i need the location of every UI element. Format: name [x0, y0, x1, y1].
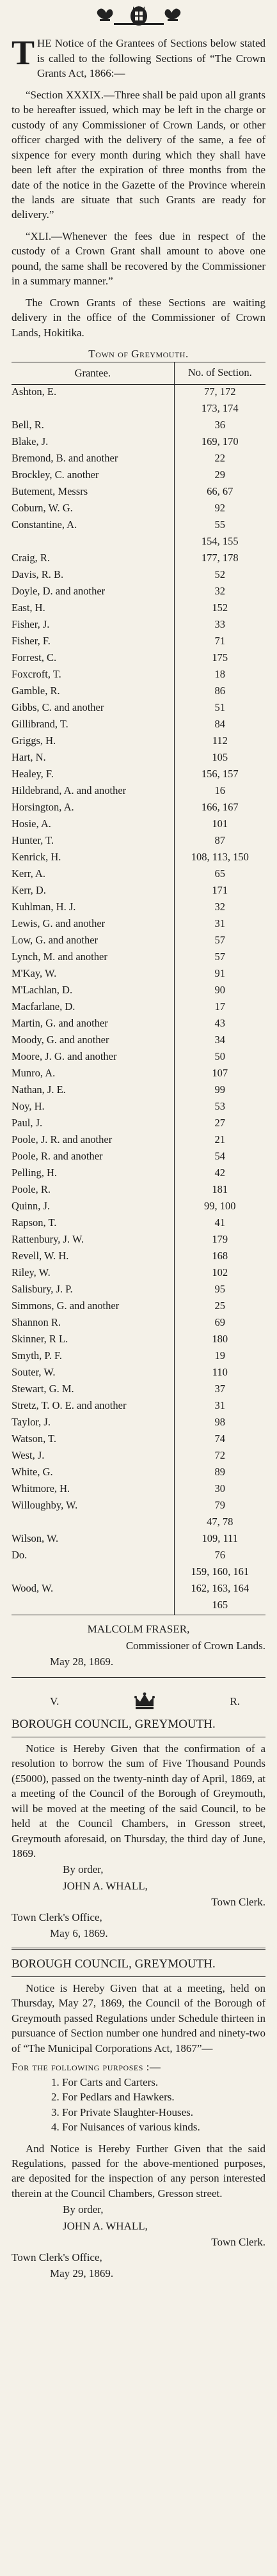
grantee-cell: Poole, R. and another: [12, 1150, 103, 1163]
table-row: [12, 1083, 265, 1099]
notice1-signer: JOHN A. WHALL,: [63, 1879, 148, 1892]
section-cell: 33: [174, 617, 265, 634]
section-cell: 54: [174, 1149, 265, 1166]
grantee-cell: Wood, W.: [12, 1582, 54, 1595]
table-row: [12, 1415, 265, 1432]
table-row: [12, 1000, 265, 1016]
section-cell: 86: [174, 684, 265, 701]
table-row: [12, 983, 265, 1000]
section-cell: 165: [174, 1598, 265, 1615]
intro-paragraph: [12, 33, 265, 81]
section-cell: 69: [174, 1315, 265, 1332]
purpose-item: 1. For Carts and Carters.: [51, 2076, 159, 2088]
grantee-cell: Shannon R.: [12, 1316, 61, 1329]
grantee-cell: Smyth, P. F.: [12, 1349, 62, 1362]
grantee-cell: Kuhlman, H. J.: [12, 901, 76, 913]
table-row: [12, 1365, 265, 1382]
table-row: [12, 1532, 265, 1548]
section-cell: 181: [174, 1183, 265, 1199]
notice2-signer-title: Town Clerk.: [211, 2236, 265, 2249]
table-row: [12, 634, 265, 651]
section-cell: 25: [174, 1299, 265, 1315]
table-row: [12, 950, 265, 966]
grantee-cell: Revell, W. H.: [12, 1250, 69, 1262]
grantee-cell: West, J.: [12, 1449, 45, 1462]
section-cell: 98: [174, 1415, 265, 1432]
section-cell: 91: [174, 966, 265, 983]
grantee-cell: Low, G. and another: [12, 934, 99, 947]
section-cell: 50: [174, 1050, 265, 1066]
grantee-cell: Doyle, D. and another: [12, 585, 106, 598]
grantee-cell: Poole, R.: [12, 1183, 51, 1196]
table-row: [12, 1282, 265, 1299]
grantee-cell: Taylor, J.: [12, 1416, 51, 1429]
cipher-r: R.: [230, 1695, 240, 1707]
section-cell: 32: [174, 900, 265, 917]
table-row: [12, 451, 265, 468]
purpose-item: 2. For Pedlars and Hawkers.: [51, 2091, 175, 2104]
grantee-cell: Quinn, J.: [12, 1200, 51, 1213]
table-row: [12, 468, 265, 485]
grantee-cell: Kenrick, H.: [12, 851, 61, 864]
table-row: [12, 1033, 265, 1050]
grantee-cell: [12, 401, 174, 418]
section-cell: 74: [174, 1432, 265, 1448]
section-cell: 51: [174, 701, 265, 717]
grantee-cell: Stretz, T. O. E. and another: [12, 1399, 127, 1412]
divider: [12, 1677, 265, 1678]
section-cell: 112: [174, 734, 265, 750]
section-cell: 57: [174, 950, 265, 966]
table-row: [12, 1498, 265, 1515]
grantee-cell: Craig, R.: [12, 552, 51, 564]
table-row: [12, 1299, 265, 1315]
grantee-cell: Willoughby, W.: [12, 1499, 78, 1512]
section-column-header: No. of Section.: [174, 362, 265, 385]
section-cell: 32: [174, 584, 265, 601]
section-cell: 72: [174, 1448, 265, 1465]
table-row: [12, 1349, 265, 1365]
section-cell: 99, 100: [174, 1199, 265, 1216]
grantee-cell: Pelling, H.: [12, 1167, 58, 1179]
grantee-cell: Fisher, F.: [12, 635, 51, 648]
grantee-cell: [12, 1598, 174, 1615]
grants-table: [12, 362, 265, 1616]
section-cell: 52: [174, 568, 265, 584]
grantee-cell: Nathan, J. E.: [12, 1083, 66, 1096]
section-cell: 173, 174: [174, 401, 265, 418]
grantee-cell: Simmons, G. and another: [12, 1300, 120, 1312]
grantee-cell: Poole, J. R. and another: [12, 1133, 113, 1146]
table-row: [12, 584, 265, 601]
grantee-cell: Watson, T.: [12, 1432, 57, 1445]
grantee-cell: Macfarlane, D.: [12, 1000, 75, 1013]
table-row: [12, 933, 265, 950]
table-row: [12, 1149, 265, 1166]
table-row: [12, 1465, 265, 1482]
section-cell: 57: [174, 933, 265, 950]
table-row: [12, 966, 265, 983]
grantee-cell: Lewis, G. and another: [12, 917, 106, 930]
grantee-cell: Souter, W.: [12, 1366, 56, 1379]
table-row: [12, 667, 265, 684]
grantee-cell: Kerr, D.: [12, 884, 46, 897]
grantee-cell: Hildebrand, A. and another: [12, 784, 127, 797]
grantee-cell: Davis, R. B.: [12, 568, 64, 581]
table-row: [12, 1199, 265, 1216]
table-row: [12, 717, 265, 734]
table-row: [12, 485, 265, 501]
section-cell: 109, 111: [174, 1532, 265, 1548]
table-row: [12, 1448, 265, 1465]
royal-crest-icon: [91, 5, 187, 27]
section-cell: 179: [174, 1232, 265, 1249]
section-cell: 19: [174, 1349, 265, 1365]
section-cell: 22: [174, 451, 265, 468]
table-row: [12, 1249, 265, 1266]
grantee-cell: Constantine, A.: [12, 518, 77, 531]
notice2-office: Town Clerk's Office,: [12, 2251, 102, 2263]
section-cell: 154, 155: [174, 534, 265, 551]
table-row: [12, 867, 265, 883]
section-cell: 156, 157: [174, 767, 265, 784]
table-row: [12, 883, 265, 900]
grantee-cell: Griggs, H.: [12, 734, 56, 747]
section-cell: 101: [174, 817, 265, 834]
signature-name: MALCOLM FRASER,: [87, 1623, 190, 1636]
table-row: [12, 1232, 265, 1249]
purposes-heading: For the following purposes :—: [12, 2061, 161, 2074]
section-cell: 171: [174, 883, 265, 900]
table-row: [12, 1315, 265, 1332]
section-cell: 55: [174, 518, 265, 534]
grants-table-body: [12, 385, 265, 1615]
signature-date: May 28, 1869.: [50, 1656, 114, 1668]
grantee-cell: Hunter, T.: [12, 834, 54, 847]
table-row: [12, 418, 265, 435]
notice2-by-order: By order,: [63, 2203, 104, 2216]
notice1-by-order: By order,: [63, 1863, 104, 1876]
table-row: [12, 1016, 265, 1033]
section-cell: 92: [174, 501, 265, 518]
grantee-cell: Bell, R.: [12, 419, 44, 431]
grantee-cell: [12, 1565, 174, 1581]
table-row: [12, 651, 265, 667]
section-cell: 18: [174, 667, 265, 684]
section-cell: 29: [174, 468, 265, 485]
table-row: [12, 1116, 265, 1133]
purpose-item: 3. For Private Slaughter-Houses.: [51, 2106, 194, 2118]
grantee-cell: Brockley, C. another: [12, 469, 99, 481]
grantee-cell: Gamble, R.: [12, 685, 60, 697]
table-row: [12, 1482, 265, 1498]
purpose-item: 4. For Nuisances of various kinds.: [51, 2121, 200, 2134]
section-cell: 169, 170: [174, 435, 265, 451]
table-row: [12, 617, 265, 634]
grantee-cell: Lynch, M. and another: [12, 950, 107, 963]
grantee-cell: Stewart, G. M.: [12, 1383, 74, 1395]
grantee-cell: Blake, J.: [12, 435, 49, 448]
table-row: [12, 1581, 265, 1598]
grantee-cell: [12, 1515, 174, 1532]
table-row: [12, 568, 265, 584]
table-row: [12, 1565, 265, 1581]
table-row: [12, 401, 265, 418]
table-row: [12, 534, 265, 551]
grantee-cell: Ashton, E.: [12, 385, 57, 398]
table-row: [12, 435, 265, 451]
section-cell: 168: [174, 1249, 265, 1266]
notice1-signer-title: Town Clerk.: [211, 1896, 265, 1909]
table-row: [12, 518, 265, 534]
section-cell: 166, 167: [174, 800, 265, 817]
grantee-cell: Salisbury, J. P.: [12, 1283, 73, 1296]
section-cell: 66, 67: [174, 485, 265, 501]
table-row: [12, 1332, 265, 1349]
section-cell: 31: [174, 917, 265, 933]
section-cell: 107: [174, 1066, 265, 1083]
section-cell: 95: [174, 1282, 265, 1299]
section-cell: 180: [174, 1332, 265, 1349]
table-row: [12, 1099, 265, 1116]
section-cell: 21: [174, 1133, 265, 1149]
section-cell: 47, 78: [174, 1515, 265, 1532]
grantee-cell: Gillibrand, T.: [12, 718, 68, 731]
town-heading: Town of Greymouth.: [88, 348, 189, 361]
table-row: [12, 1216, 265, 1232]
section-cell: 27: [174, 1116, 265, 1133]
table-row: [12, 1166, 265, 1183]
table-row: [12, 551, 265, 568]
table-row: [12, 1382, 265, 1399]
grantee-cell: Noy, H.: [12, 1100, 45, 1113]
grantee-column-header: Grantee.: [12, 362, 174, 385]
table-row: [12, 701, 265, 717]
table-row: [12, 1515, 265, 1532]
section-cell: 37: [174, 1382, 265, 1399]
grantee-cell: M'Kay, W.: [12, 967, 57, 980]
section-cell: 102: [174, 1266, 265, 1282]
grantee-cell: White, G.: [12, 1466, 53, 1478]
section-cell: 34: [174, 1033, 265, 1050]
notice1-heading-text: BOROUGH COUNCIL, GREYMOUTH.: [12, 1717, 216, 1731]
section-cell: 84: [174, 717, 265, 734]
section-cell: 89: [174, 1465, 265, 1482]
grantee-cell: Forrest, C.: [12, 651, 57, 664]
section-cell: 90: [174, 983, 265, 1000]
grantee-cell: Whitmore, H.: [12, 1482, 70, 1495]
table-row: [12, 1598, 265, 1615]
notice2-heading-rule: [12, 1976, 265, 1977]
table-row: [12, 1050, 265, 1066]
table-row: [12, 501, 265, 518]
grantee-cell: Paul, J.: [12, 1117, 43, 1129]
notice2-heading: BOROUGH COUNCIL, GREYMOUTH.: [12, 1957, 216, 1971]
table-row: [12, 750, 265, 767]
grantee-cell: Skinner, R L.: [12, 1333, 68, 1346]
section-cell: 99: [174, 1083, 265, 1099]
grantee-cell: Munro, A.: [12, 1067, 56, 1080]
grantee-cell: Do.: [12, 1549, 28, 1562]
section-cell: 31: [174, 1399, 265, 1415]
grantee-cell: [12, 534, 174, 551]
section-cell: 79: [174, 1498, 265, 1515]
table-row: [12, 684, 265, 701]
grantee-cell: Martin, G. and another: [12, 1017, 108, 1030]
grantee-cell: Coburn, W. G.: [12, 502, 73, 515]
section-cell: 105: [174, 750, 265, 767]
intro-dropcap: T: [12, 33, 35, 72]
table-row: [12, 800, 265, 817]
grantee-cell: Hart, N.: [12, 751, 46, 764]
grantee-cell: Gibbs, C. and another: [12, 701, 104, 714]
section-cell: 36: [174, 418, 265, 435]
section-cell: 175: [174, 651, 265, 667]
section-cell: 76: [174, 1548, 265, 1565]
section-cell: 65: [174, 867, 265, 883]
section-cell: 152: [174, 601, 265, 617]
notice1-body: Notice is Hereby Given that the confirmation of a resolution to borrow the sum of Five Thousand Pounds (£5000), passed on the twenty-ninth day of April, 1869, at a meeting of the Council of the Borough of Greymouth, will be moved at the meeting of the said Council, to be held at the Council Chambers, in Gresson street, Greymouth aforesaid, on Thursday, the third day of June, 1869.: [12, 1742, 265, 1860]
cipher-v: V.: [50, 1695, 59, 1707]
section-cell: 87: [174, 834, 265, 850]
notice2-body: Notice is Hereby Given that at a meeting, held on Thursday, May 27, 1869, the Council of the Borough of Greymouth passed Regulations under Schedule thirteen in pursuance of Section number one hundred and ninety-two of “The Municipal Corporations Act, 1867”—: [12, 1982, 265, 2054]
table-row: [12, 767, 265, 784]
table-row: [12, 734, 265, 750]
grantee-cell: Foxcroft, T.: [12, 668, 61, 681]
intro-text: HE Notice of the Grantees of Sections below stated is called to the following Sections of “The Crown Grants Act, 1866:—: [37, 37, 265, 80]
notice2-signer: JOHN A. WHALL,: [63, 2219, 148, 2232]
section-cell: 162, 163, 164: [174, 1581, 265, 1598]
section-cell: 159, 160, 161: [174, 1565, 265, 1581]
grantee-cell: Moore, J. G. and another: [12, 1050, 117, 1063]
grantee-cell: Butement, Messrs: [12, 485, 88, 498]
grantee-cell: Riley, W.: [12, 1266, 51, 1279]
table-row: [12, 900, 265, 917]
table-row: [12, 784, 265, 800]
section-cell: 41: [174, 1216, 265, 1232]
crown-icon: [134, 1692, 155, 1711]
notice1-date: May 6, 1869.: [50, 1927, 108, 1940]
table-row: [12, 917, 265, 933]
grantee-cell: Bremond, B. and another: [12, 452, 118, 465]
table-row: [12, 601, 265, 617]
section-cell: 108, 113, 150: [174, 850, 265, 867]
section-cell: 42: [174, 1166, 265, 1183]
section-cell: 17: [174, 1000, 265, 1016]
grantee-cell: M'Lachlan, D.: [12, 984, 73, 997]
quote-section-41: “XLI.—Whenever the fees due in respect of the custody of a Crown Grant shall amount to above one pound, the same shall be recovered by the Commissioner in a summary manner.”: [12, 229, 265, 288]
section-cell: 77, 172: [174, 385, 265, 402]
royal-crest: [12, 5, 265, 31]
grantee-cell: Fisher, J.: [12, 618, 50, 631]
grantee-cell: Moody, G. and another: [12, 1034, 109, 1046]
section-cell: 43: [174, 1016, 265, 1033]
table-row: [12, 1183, 265, 1199]
section-cell: 16: [174, 784, 265, 800]
section-cell: 30: [174, 1482, 265, 1498]
table-row: [12, 1266, 265, 1282]
notice2-body2: And Notice is Hereby Further Given that the said Regulations, passed for the above-mentioned purposes, are deposited for the inspection of any person interested therein at the Council Chambers, Gresson street.: [12, 2142, 265, 2200]
grantee-cell: Hosie, A.: [12, 818, 51, 830]
signature-title: Commissioner of Crown Lands.: [125, 1639, 265, 1652]
table-row: [12, 834, 265, 850]
section-cell: 53: [174, 1099, 265, 1116]
notice1-office: Town Clerk's Office,: [12, 1911, 102, 1923]
grantee-cell: Wilson, W.: [12, 1532, 59, 1545]
section-cell: 110: [174, 1365, 265, 1382]
royal-cipher-header: [12, 1692, 265, 1711]
notice2-date: May 29, 1869.: [50, 2267, 114, 2280]
table-row: [12, 1066, 265, 1083]
table-row: [12, 1548, 265, 1565]
grantee-cell: East, H.: [12, 601, 45, 614]
section-cell: 177, 178: [174, 551, 265, 568]
delivery-notice: The Crown Grants of these Sections are waiting delivery in the office of the Commissioner of Crown Lands, Hokitika.: [12, 296, 265, 339]
grantee-cell: Rapson, T.: [12, 1216, 57, 1229]
grantee-cell: Healey, F.: [12, 768, 54, 780]
table-row: [12, 850, 265, 867]
quote-section-39: “Section XXXIX.—Three shall be paid upon all grants to be hereafter issued, which may be left in the charge or custody of any Commissioner of Crown Lands, or other officer charged with the delivery of the same, a fee of sixpence for every month during which they shall have been left after the expiration of three months from the date of the notice in the Gazette of the Province wherein the lands are situate that such Grants are ready for delivery.”: [12, 88, 265, 221]
table-row: [12, 1432, 265, 1448]
table-row: [12, 385, 265, 402]
table-row: [12, 1399, 265, 1415]
notice1-heading: [12, 1716, 265, 1733]
table-row: [12, 817, 265, 834]
divider: [12, 1948, 265, 1950]
grantee-cell: Horsington, A.: [12, 801, 74, 814]
section-cell: 71: [174, 634, 265, 651]
table-row: [12, 1133, 265, 1149]
grantee-cell: Kerr, A.: [12, 867, 45, 880]
purposes-list: [12, 2075, 265, 2135]
grantee-cell: Rattenbury, J. W.: [12, 1233, 84, 1246]
